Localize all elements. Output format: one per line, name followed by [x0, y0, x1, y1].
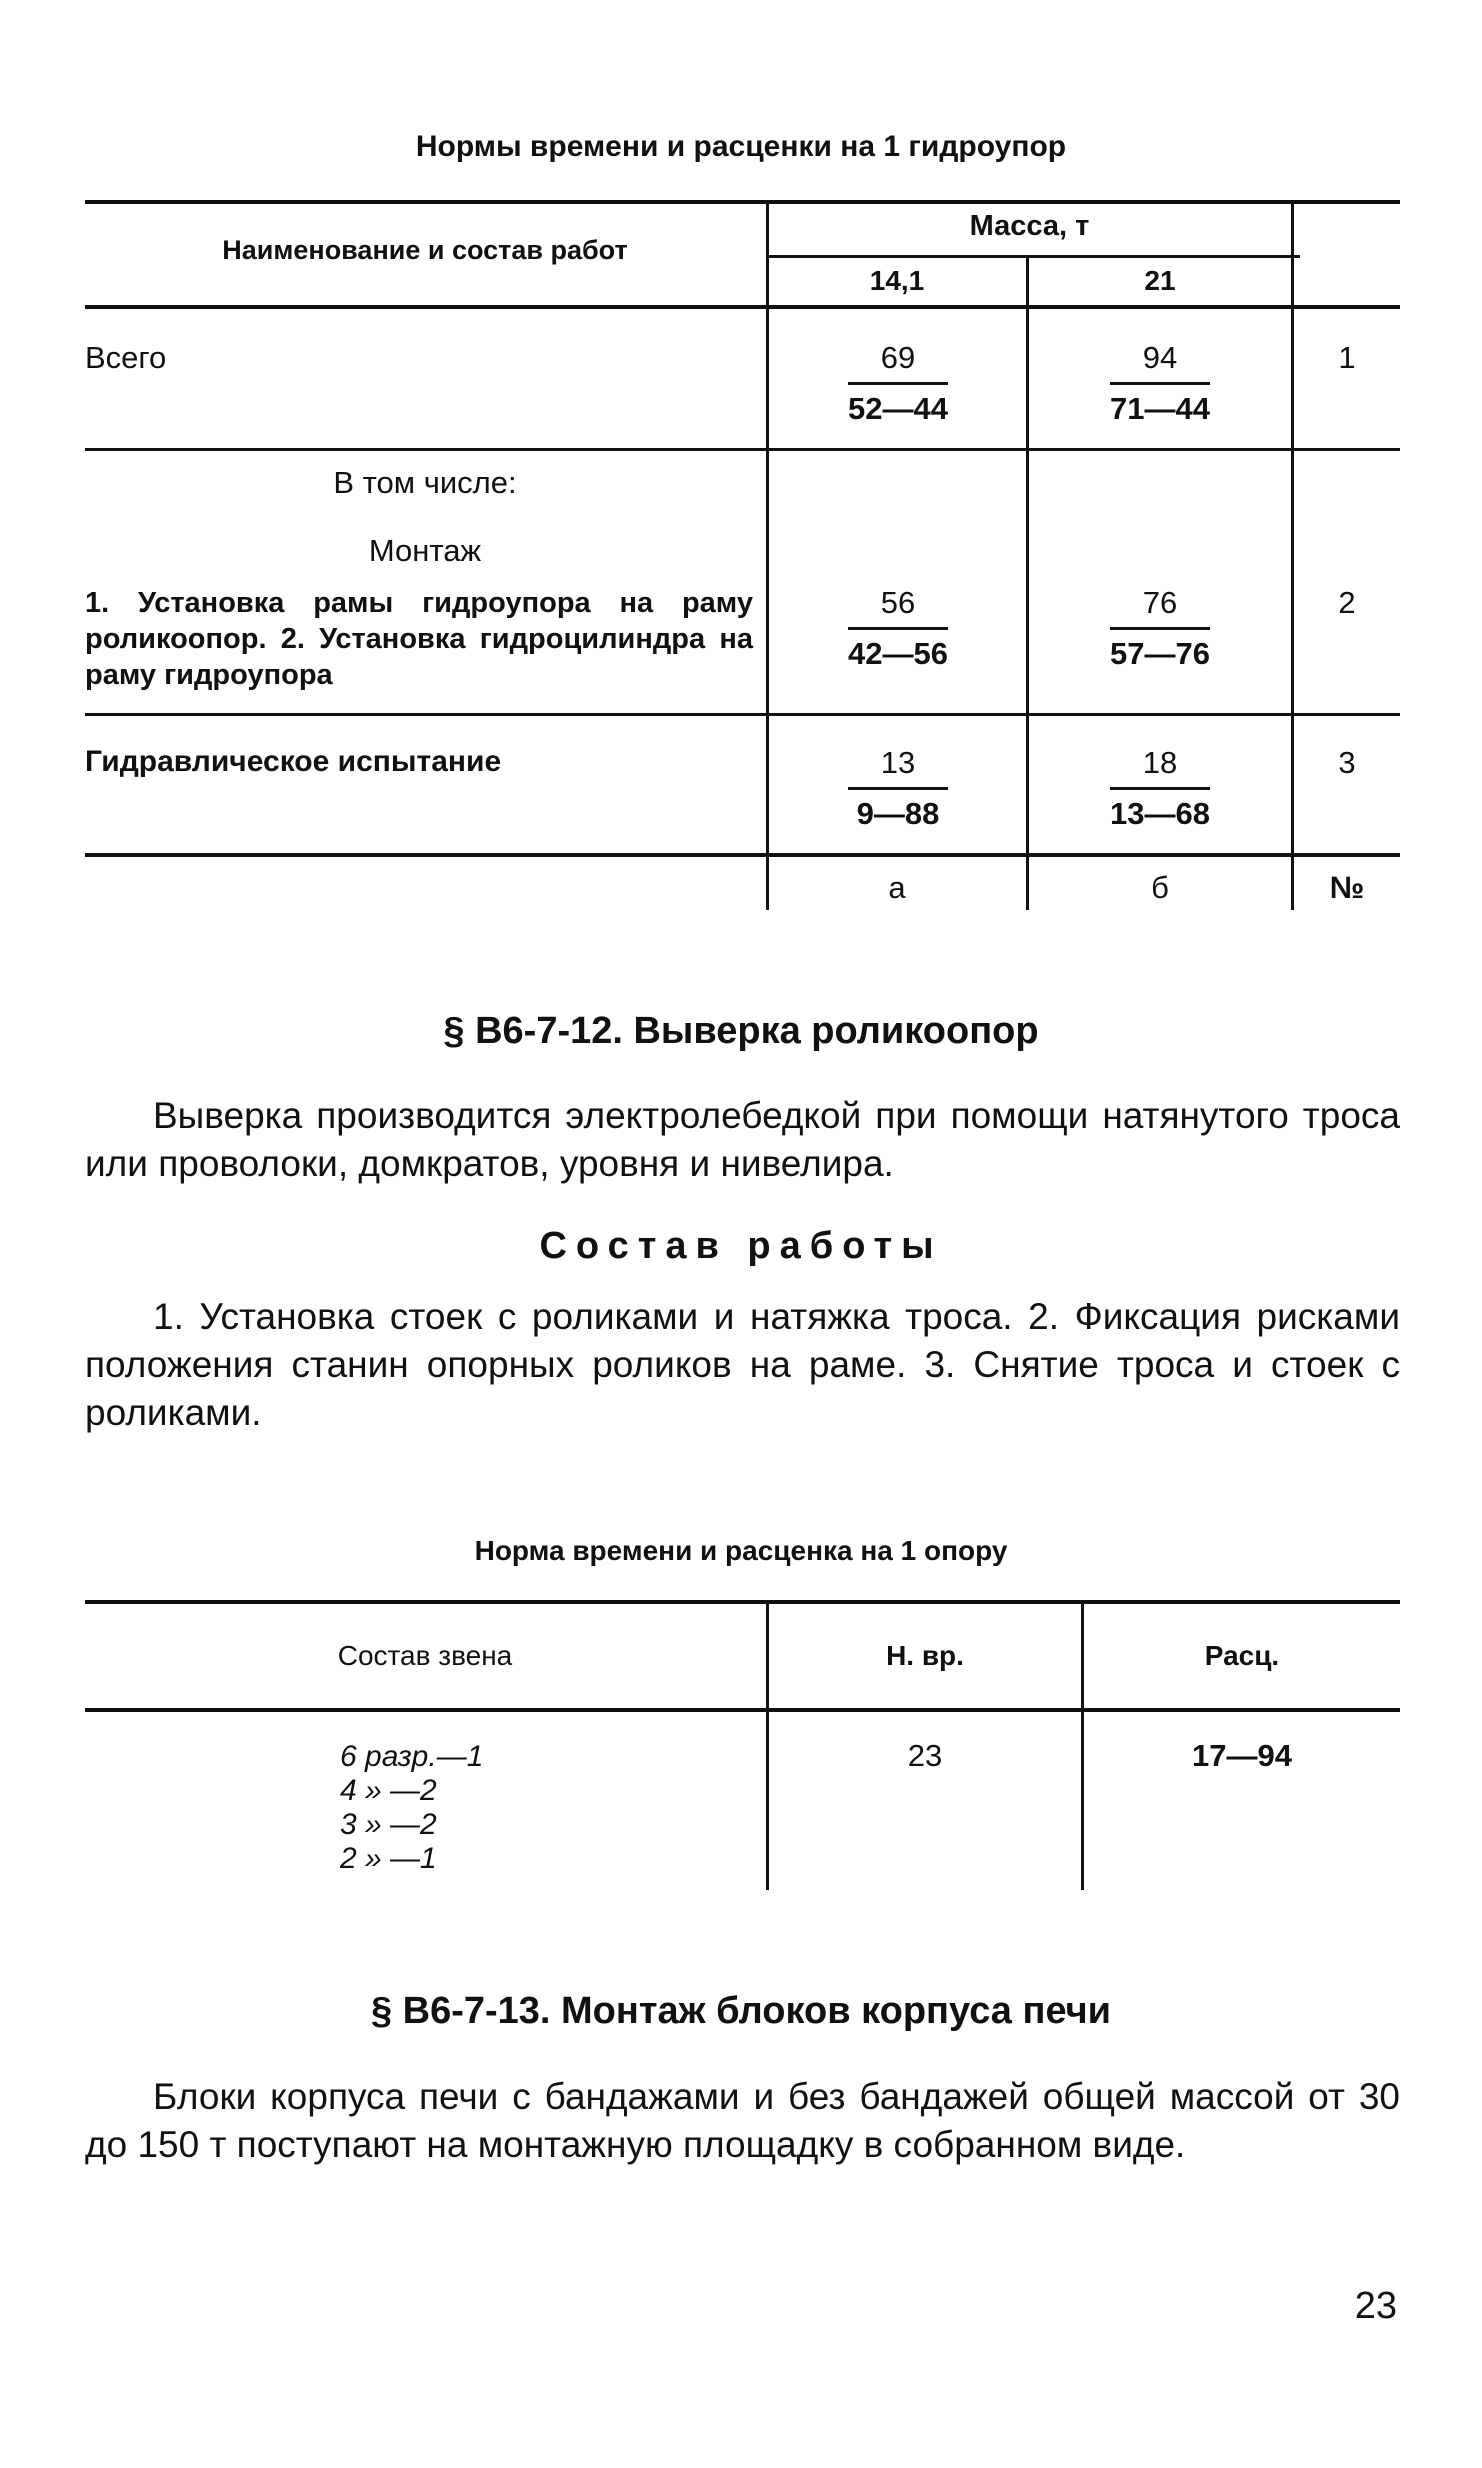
- table1-row1-rule: [85, 448, 1400, 451]
- table2-crew-item: 2 » —1: [340, 1842, 437, 1875]
- table1-row2-b-norm: 76: [1110, 585, 1210, 630]
- table1-row2-a-rate: 42—56: [848, 636, 948, 671]
- table1-footer-no: №: [1329, 870, 1365, 905]
- table1-row2-number: 2: [1338, 585, 1356, 620]
- table1-row2-b-rate: 57—76: [1110, 636, 1210, 671]
- table1-row2-name: 1. Установка рамы гидроупора на раму роликоопор. 2. Установка гидроцилиндра на раму гидроупора: [85, 587, 753, 691]
- table1-row1-a: [838, 340, 958, 427]
- table1-row1-b-norm: 94: [1110, 340, 1210, 385]
- table1-row3-name: Гидравлическое испытание: [85, 745, 502, 778]
- table1-header-mass-1: 14,1: [869, 265, 925, 296]
- table1-row2-a-norm: 56: [848, 585, 948, 630]
- table1-mass-rule: [768, 255, 1300, 258]
- table1-top-rule: [85, 200, 1400, 204]
- table1-row3-a-rate: 9—88: [856, 796, 940, 831]
- table1-caption: Нормы времени и расценки на 1 гидроупор: [415, 130, 1067, 163]
- table1-col-divider-2: [1026, 255, 1029, 910]
- table1-row3-number: 3: [1338, 745, 1356, 780]
- table2-header-crew: Состав звена: [337, 1640, 513, 1671]
- table2-top-rule: [85, 1600, 1400, 1604]
- page-number: 23: [1354, 2285, 1397, 2327]
- table2-caption: Норма времени и расценка на 1 опору: [474, 1535, 1008, 1566]
- table1-row1-number: 1: [1338, 340, 1356, 375]
- table1-col-divider-1: [766, 200, 769, 910]
- table1-col-divider-3: [1291, 200, 1294, 910]
- table1-row3-b-norm: 18: [1110, 745, 1210, 790]
- table1-header-name: Наименование и состав работ: [222, 235, 628, 265]
- table2-norm-value: 23: [907, 1738, 943, 1773]
- table1-row1-a-rate: 52—44: [848, 391, 948, 426]
- table2-rate-value: 17—94: [1192, 1738, 1292, 1773]
- section1-intro: Выверка производится электролебедкой при помощи натянутого троса или проволоки, домкратов, уровня и нивелира.: [85, 1095, 1400, 1184]
- table1-footer-b: б: [1151, 870, 1169, 905]
- table2-header-rule: [85, 1708, 1400, 1712]
- table2-crew-item: 3 » —2: [340, 1808, 437, 1841]
- section1-composition-title: Состав работы: [539, 1225, 943, 1267]
- table1-row1-b: [1100, 340, 1220, 427]
- table2-crew-item: 6 разр.—1: [340, 1740, 484, 1773]
- table1-footer-a: а: [888, 870, 906, 905]
- section2-title: § В6-7-13. Монтаж блоков корпуса печи: [370, 1990, 1112, 2032]
- table1-bottom-rule: [85, 853, 1400, 857]
- table1-row2-a: [838, 585, 958, 672]
- table2-crew-list: [340, 1740, 483, 1876]
- section1-title: § В6-7-12. Выверка роликоопор: [443, 1010, 1039, 1052]
- table2-crew-item: 4 » —2: [340, 1774, 437, 1807]
- table1-header-mass-2: 21: [1144, 265, 1176, 296]
- section2-text: Блоки корпуса печи с бандажами и без бандажей общей массой от 30 до 150 т поступают на монтажную площадку в собранном виде.: [85, 2076, 1400, 2165]
- table1-header-mass: Масса, т: [969, 210, 1090, 242]
- table1-row1-a-norm: 69: [848, 340, 948, 385]
- table1-row3-b-rate: 13—68: [1110, 796, 1210, 831]
- table1-row3-b: [1100, 745, 1220, 832]
- section1-composition: 1. Установка стоек с роликами и натяжка троса. 2. Фиксация рисками положения станин опорных роликов на раме. 3. Снятие троса и стоек с роликами.: [85, 1296, 1400, 1433]
- table1-row3-a-norm: 13: [848, 745, 948, 790]
- table2-header-norm: Н. вр.: [886, 1640, 964, 1671]
- table1-header-rule: [85, 305, 1400, 309]
- table1-row2-rule: [85, 713, 1400, 716]
- table1-row3-a: [838, 745, 958, 832]
- table1-subhead-montage: Монтаж: [368, 533, 482, 568]
- table1-subhead-including: В том числе:: [333, 465, 517, 500]
- table1-row1-name: Всего: [85, 340, 167, 375]
- table2-header-rate: Расц.: [1204, 1640, 1280, 1671]
- table1-row2-b: [1100, 585, 1220, 672]
- table1-row1-b-rate: 71—44: [1110, 391, 1210, 426]
